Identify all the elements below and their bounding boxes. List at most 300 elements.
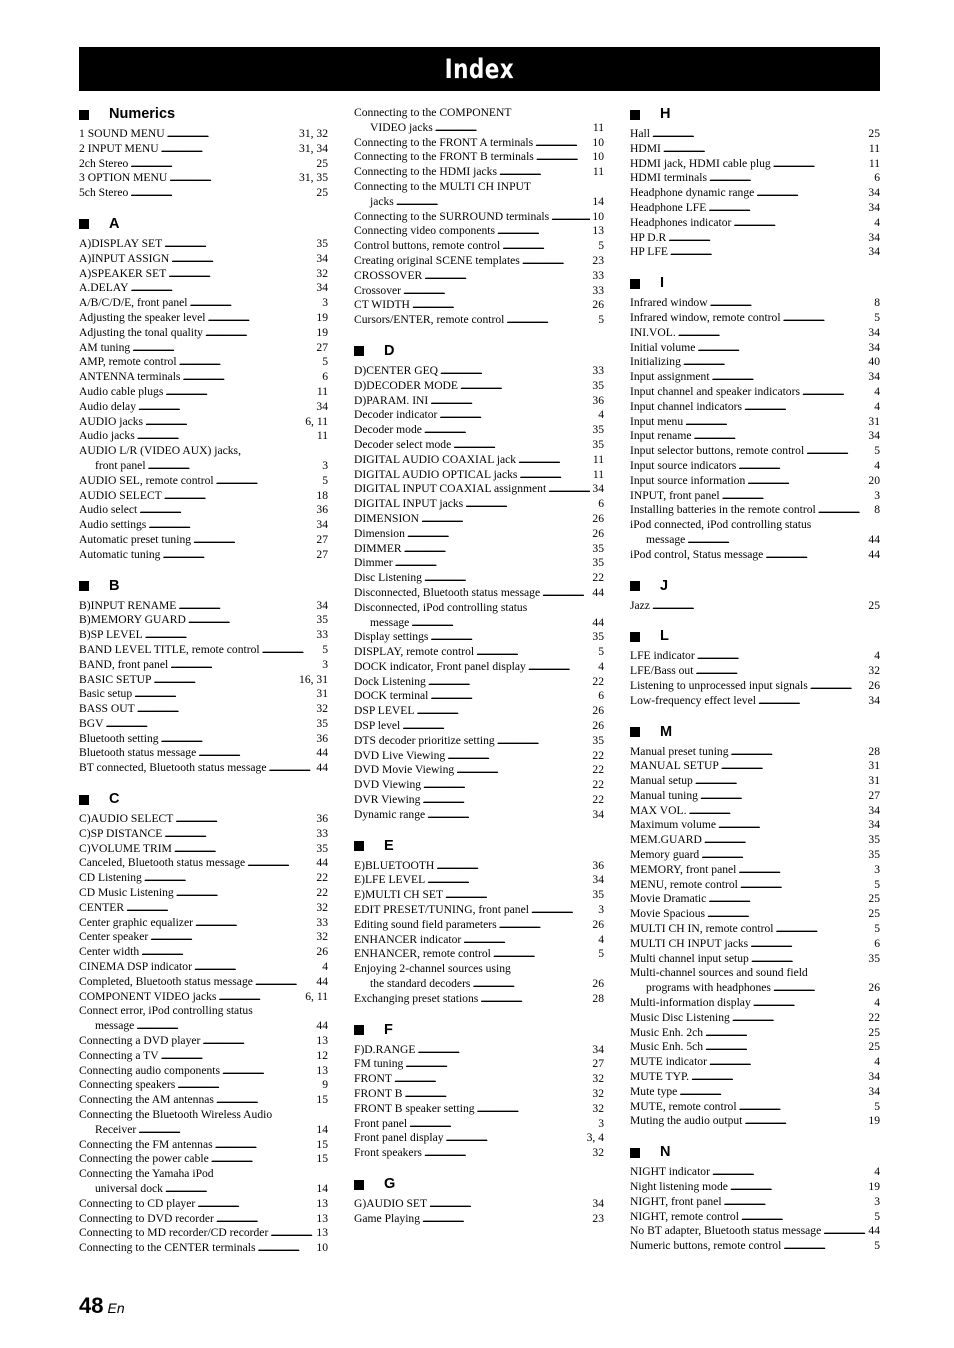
entry-term: Center graphic equalizer <box>79 915 193 929</box>
entry-term: Display settings <box>354 630 429 644</box>
dot-leader <box>171 252 314 267</box>
entry-term: Jazz <box>630 598 650 612</box>
index-entry <box>630 599 880 614</box>
entry-term: Manual preset tuning <box>630 744 729 758</box>
dot-leader <box>257 1241 314 1256</box>
entry-page-ref: 22 <box>592 763 604 777</box>
entry-term: DTS decoder prioritize setting <box>354 733 495 747</box>
entry-term: NIGHT, front panel <box>630 1194 722 1208</box>
index-entry <box>79 1123 328 1138</box>
dot-leader <box>164 237 314 252</box>
entry-page-ref: 3 <box>874 862 880 876</box>
section-heading <box>354 1176 604 1193</box>
index-entry <box>630 679 880 694</box>
index-entry <box>354 556 604 571</box>
entry-term: A.DELAY <box>79 281 129 295</box>
dot-leader <box>407 527 591 542</box>
index-entry <box>630 326 880 341</box>
index-entry <box>354 888 604 903</box>
section-heading <box>79 578 328 595</box>
index-entry <box>79 658 328 673</box>
section-heading <box>79 791 328 808</box>
index-entry <box>630 474 880 489</box>
entry-page-ref: 44 <box>316 746 328 760</box>
dot-leader <box>422 1212 590 1227</box>
entry-term: FRONT B speaker setting <box>354 1101 475 1115</box>
index-entry <box>354 1087 604 1102</box>
entry-page-ref: 27 <box>316 532 328 546</box>
dot-leader <box>195 916 314 931</box>
entry-page-ref: 32 <box>316 266 328 280</box>
entry-term: Movie Dramatic <box>630 892 707 906</box>
section-letter: D <box>384 342 395 359</box>
section-letter: H <box>660 106 671 122</box>
entry-page-ref: 3 <box>322 458 328 472</box>
dot-leader <box>740 878 872 893</box>
index-entry <box>630 444 880 459</box>
dot-leader <box>216 1212 315 1227</box>
entry-term: DIGITAL AUDIO OPTICAL jacks <box>354 467 518 481</box>
entry-term: Initial volume <box>630 340 696 354</box>
dot-leader <box>683 355 867 370</box>
entry-term: Connecting the FM antennas <box>79 1137 213 1151</box>
dot-leader <box>270 1226 314 1241</box>
entry-term: DIMENSION <box>354 511 420 525</box>
entry-term: Maximum volume <box>630 818 716 832</box>
index-entry <box>354 586 604 601</box>
entry-term: Audio select <box>79 503 138 517</box>
index-entry <box>354 482 604 497</box>
dot-leader <box>535 136 590 151</box>
dot-leader <box>418 1043 591 1058</box>
language-code: En <box>107 1300 125 1316</box>
entry-page-ref: 40 <box>868 355 880 369</box>
dot-leader <box>132 341 314 356</box>
entry-term: message <box>646 532 686 546</box>
entry-page-ref: 34 <box>592 1197 604 1210</box>
dot-leader <box>168 267 314 282</box>
index-entry <box>630 981 880 996</box>
index-entry <box>79 326 328 341</box>
index-entry <box>630 216 880 231</box>
entry-page-ref: 18 <box>316 488 328 502</box>
entry-term: Connecting audio components <box>79 1063 221 1077</box>
entry-page-ref: 11 <box>592 467 604 481</box>
entry-term: Multi channel input setup <box>630 951 749 965</box>
entry-page-ref: 28 <box>592 991 604 1005</box>
dot-leader <box>439 408 596 423</box>
entry-page-ref: 4 <box>598 932 604 946</box>
entry-page-ref: 35 <box>868 848 880 862</box>
entry-page-ref: 32 <box>592 1101 604 1115</box>
entry-page-ref: 5 <box>598 313 604 327</box>
dot-leader <box>165 1182 314 1197</box>
entry-page-ref: 25 <box>868 1025 880 1039</box>
entry-page-ref: 44 <box>868 532 880 546</box>
entry-term: 2 INPUT MENU <box>79 141 159 155</box>
entry-page-ref: 13 <box>316 1196 328 1210</box>
index-entry <box>79 990 328 1005</box>
entry-term: Canceled, Bluetooth status message <box>79 856 246 870</box>
entry-term: HDMI terminals <box>630 171 707 185</box>
index-entry <box>630 518 880 533</box>
index-entry <box>630 1165 880 1180</box>
dot-leader <box>138 400 314 415</box>
entry-page-ref: 15 <box>316 1093 328 1107</box>
entry-term: Connecting a DVD player <box>79 1034 201 1048</box>
index-entry <box>354 1131 604 1146</box>
dot-leader <box>193 533 314 548</box>
dot-leader <box>463 933 596 948</box>
entry-page-ref: 44 <box>868 547 880 561</box>
entry-page-ref: 5 <box>874 1209 880 1223</box>
entry-page-ref: 33 <box>592 363 604 377</box>
entry-term: DSP LEVEL <box>354 704 415 718</box>
entry-page-ref: 35 <box>592 888 604 902</box>
index-entry <box>79 930 328 945</box>
entry-term: Connecting to the FRONT A terminals <box>354 135 534 149</box>
entry-page-ref: 14 <box>316 1182 328 1195</box>
index-entry <box>79 1108 328 1123</box>
index-entry <box>354 438 604 453</box>
index-entry <box>354 977 604 992</box>
dot-leader <box>430 394 590 409</box>
entry-term: C)VOLUME TRIM <box>79 841 172 855</box>
index-entry <box>630 1114 880 1129</box>
dot-leader <box>215 1138 315 1153</box>
index-entry <box>630 1085 880 1100</box>
section-letter: N <box>660 1144 671 1161</box>
entry-term: HP LFE <box>630 245 668 259</box>
dot-leader <box>700 789 866 804</box>
entry-term: Multi-information display <box>630 996 751 1010</box>
dot-leader <box>465 497 596 512</box>
dot-leader <box>216 474 321 489</box>
entry-term: Multi-channel sources and sound field <box>630 966 808 980</box>
entry-term: COMPONENT VIDEO jacks <box>79 989 217 1003</box>
dot-leader <box>150 930 314 945</box>
entry-term: Audio settings <box>79 518 147 532</box>
index-entry <box>354 313 604 328</box>
entry-term: BASIC SETUP <box>79 672 152 686</box>
entry-term: Dimension <box>354 526 405 540</box>
entry-term: Audio delay <box>79 399 136 413</box>
index-entry <box>79 415 328 430</box>
index-entry <box>630 459 880 474</box>
dot-leader <box>721 759 867 774</box>
entry-page-ref: 44 <box>592 585 604 599</box>
entry-term: Dock Listening <box>354 674 426 688</box>
entry-term: Connect error, iPod controlling status <box>79 1004 253 1018</box>
entry-page-ref: 22 <box>592 571 604 585</box>
entry-page-ref: 34 <box>316 598 328 612</box>
entry-term: DIGITAL INPUT COAXIAL assignment <box>354 482 547 496</box>
index-entry <box>354 423 604 438</box>
dot-leader <box>668 231 866 246</box>
section-heading <box>79 106 328 123</box>
entry-term: Mute type <box>630 1084 678 1098</box>
index-entry <box>354 106 604 121</box>
entry-term: A)SPEAKER SET <box>79 266 167 280</box>
index-entry <box>79 429 328 444</box>
index-entry <box>79 687 328 702</box>
entry-term: Music Disc Listening <box>630 1010 730 1024</box>
index-entry <box>630 1011 880 1026</box>
dot-leader <box>164 489 315 504</box>
index-entry <box>79 548 328 563</box>
section-letter: A <box>109 215 120 232</box>
entry-term: 1 SOUND MENU <box>79 127 165 140</box>
dot-leader <box>810 679 867 694</box>
entry-page-ref: 20 <box>868 473 880 487</box>
dot-leader <box>502 239 596 254</box>
index-entry <box>79 1093 328 1108</box>
index-entry <box>354 1102 604 1117</box>
square-bullet-icon <box>630 727 640 737</box>
dot-leader <box>405 1057 590 1072</box>
entry-page-ref: 34 <box>316 281 328 295</box>
entry-page-ref: 27 <box>592 1057 604 1071</box>
entry-page-ref: 11 <box>592 165 604 179</box>
entry-page-ref: 4 <box>874 458 880 472</box>
dot-leader <box>194 960 320 975</box>
entry-page-ref: 35 <box>316 716 328 730</box>
index-entry <box>630 848 880 863</box>
dot-leader <box>396 195 591 210</box>
dot-leader <box>148 518 314 533</box>
entry-page-ref: 22 <box>592 748 604 762</box>
entry-term: MULTI CH INPUT jacks <box>630 936 749 950</box>
entry-term: DOCK terminal <box>354 689 429 703</box>
index-entry <box>354 933 604 948</box>
entry-term: MUTE indicator <box>630 1055 707 1069</box>
dot-leader <box>738 863 872 878</box>
dot-leader <box>542 586 590 601</box>
index-entry <box>79 127 328 142</box>
entry-term: Low-frequency effect level <box>630 693 756 707</box>
dot-leader <box>773 157 867 172</box>
dot-leader <box>446 1131 585 1146</box>
entry-page-ref: 44 <box>316 1019 328 1033</box>
entry-term: universal dock <box>95 1182 163 1195</box>
entry-page-ref: 6 <box>874 171 880 185</box>
index-entry <box>354 121 604 136</box>
entry-page-ref: 35 <box>592 733 604 747</box>
entry-page-ref: 5 <box>322 642 328 656</box>
dot-leader <box>167 127 297 142</box>
dot-leader <box>190 296 321 311</box>
index-entry <box>79 474 328 489</box>
dot-leader <box>445 888 590 903</box>
entry-term: Center width <box>79 945 140 959</box>
entry-page-ref: 32 <box>592 1087 604 1101</box>
index-entry <box>354 859 604 874</box>
index-entry <box>354 527 604 542</box>
section-heading <box>630 724 880 741</box>
dot-leader <box>705 1026 866 1041</box>
dot-leader <box>429 1197 590 1212</box>
index-entry <box>354 180 604 195</box>
dot-leader <box>693 429 866 444</box>
entry-term: Input assignment <box>630 370 710 384</box>
entry-page-ref: 23 <box>592 1211 604 1225</box>
entry-term: B)INPUT RENAME <box>79 598 177 612</box>
square-bullet-icon <box>630 632 640 642</box>
entry-term: D)PARAM. INI <box>354 393 429 407</box>
entry-page-ref: 6 <box>874 936 880 950</box>
entry-term: E)MULTI CH SET <box>354 888 444 902</box>
entry-page-ref: 25 <box>868 127 880 140</box>
index-entry <box>79 296 328 311</box>
entry-term: Control buttons, remote control <box>354 239 501 253</box>
entry-term: Connecting the Yamaha iPod <box>79 1167 214 1181</box>
entry-term: Listening to unprocessed input signals <box>630 678 808 692</box>
dot-leader <box>750 937 872 952</box>
entry-page-ref: 34 <box>868 230 880 244</box>
entry-term: Crossover <box>354 283 402 297</box>
entry-page-ref: 6 <box>598 497 604 511</box>
entry-term: Connecting to MD recorder/CD recorder <box>79 1226 269 1240</box>
entry-term: AUDIO SEL, remote control <box>79 473 214 487</box>
section-letter: G <box>384 1176 396 1192</box>
entry-term: AM tuning <box>79 340 131 354</box>
dot-leader <box>460 379 590 394</box>
index-entry <box>630 489 880 504</box>
entry-page-ref: 31 <box>316 687 328 701</box>
entry-page-ref: 34 <box>868 325 880 339</box>
index-entry <box>630 863 880 878</box>
dot-leader <box>139 503 314 518</box>
index-entry <box>630 311 880 326</box>
dot-leader <box>216 1093 314 1108</box>
dot-leader <box>218 990 303 1005</box>
index-entry <box>354 165 604 180</box>
entry-page-ref: 3 <box>598 903 604 917</box>
entry-page-ref: 35 <box>868 951 880 965</box>
index-entry <box>630 1040 880 1055</box>
index-entry <box>354 254 604 269</box>
entry-page-ref: 25 <box>868 598 880 612</box>
entry-page-ref: 35 <box>592 437 604 451</box>
index-entry <box>354 269 604 284</box>
entry-term: Numeric buttons, remote control <box>630 1239 782 1253</box>
index-entry <box>354 704 604 719</box>
entry-term: Front speakers <box>354 1146 422 1160</box>
entry-page-ref: 44 <box>316 856 328 870</box>
entry-page-ref: 26 <box>592 526 604 540</box>
entry-page-ref: 35 <box>868 833 880 847</box>
entry-term: Disconnected, Bluetooth status message <box>354 585 541 599</box>
entry-page-ref: 31, 34 <box>299 141 328 155</box>
square-bullet-icon <box>79 110 89 120</box>
entry-term: HDMI <box>630 141 661 155</box>
index-entry <box>79 444 328 459</box>
entry-term: C)SP DISTANCE <box>79 826 163 840</box>
entry-page-ref: 13 <box>316 1226 328 1240</box>
entry-term: programs with headphones <box>646 981 771 995</box>
entry-page-ref: 31, 35 <box>299 171 328 185</box>
entry-term: BT connected, Bluetooth status message <box>79 761 267 775</box>
index-entry <box>630 157 880 172</box>
index-entry <box>79 1182 328 1197</box>
index-entry <box>79 281 328 296</box>
entry-page-ref: 3, 4 <box>586 1131 604 1145</box>
entry-term: E)BLUETOOTH <box>354 858 435 872</box>
entry-term: ENHANCER indicator <box>354 932 462 946</box>
entry-page-ref: 34 <box>868 693 880 707</box>
entry-page-ref: 27 <box>316 547 328 561</box>
entry-term: Connecting the AM antennas <box>79 1093 214 1107</box>
entry-term: the standard decoders <box>370 977 471 991</box>
entry-term: DVD Live Viewing <box>354 748 446 762</box>
entry-page-ref: 27 <box>868 788 880 802</box>
entry-page-ref: 22 <box>592 793 604 807</box>
index-column-3 <box>630 106 880 1254</box>
index-entry <box>630 1195 880 1210</box>
entry-term: Connecting the Bluetooth Wireless Audio <box>79 1108 273 1122</box>
dot-leader <box>416 704 590 719</box>
entry-term: Connecting to the MULTI CH INPUT <box>354 179 532 193</box>
entry-page-ref: 3 <box>874 1194 880 1208</box>
dot-leader <box>427 808 590 823</box>
entry-page-ref: 36 <box>592 393 604 407</box>
entry-term: Initializing <box>630 355 681 369</box>
entry-page-ref: 32 <box>316 900 328 914</box>
entry-page-ref: 26 <box>592 704 604 718</box>
entry-term: Creating original SCENE templates <box>354 253 520 267</box>
entry-term: Headphone dynamic range <box>630 186 755 200</box>
entry-term: CINEMA DSP indicator <box>79 960 192 974</box>
entry-page-ref: 11 <box>592 452 604 466</box>
section-letter: B <box>109 577 120 594</box>
entry-term: DIGITAL INPUT jacks <box>354 497 464 511</box>
entry-page-ref: 35 <box>316 841 328 855</box>
dot-leader <box>255 975 315 990</box>
entry-term: MULTI CH IN, remote control <box>630 922 774 936</box>
index-entry <box>630 186 880 201</box>
entry-term: BASS OUT <box>79 702 135 716</box>
entry-term: E)LFE LEVEL <box>354 873 426 887</box>
entry-page-ref: 33 <box>316 826 328 840</box>
entry-page-ref: 34 <box>868 340 880 354</box>
dot-leader <box>162 548 314 563</box>
dot-leader <box>175 812 314 827</box>
entry-page-ref: 4 <box>598 408 604 422</box>
index-entry <box>79 489 328 504</box>
index-entry <box>354 763 604 778</box>
index-entry <box>630 804 880 819</box>
dot-leader <box>691 1070 866 1085</box>
entry-term: AUDIO L/R (VIDEO AUX) jacks, <box>79 444 241 458</box>
entry-term: HDMI jack, HDMI cable plug <box>630 156 771 170</box>
entry-page-ref: 35 <box>592 630 604 644</box>
entry-term: CD Listening <box>79 871 142 885</box>
entry-term: LFE indicator <box>630 649 695 663</box>
entry-term: ANTENNA terminals <box>79 370 181 384</box>
entry-term: A)DISPLAY SET <box>79 236 163 250</box>
entry-term: CT WIDTH <box>354 298 410 312</box>
dot-leader <box>730 1180 867 1195</box>
entry-term: DISPLAY, remote control <box>354 645 475 659</box>
entry-term: MEMORY, front panel <box>630 862 737 876</box>
entry-term: Connecting the power cable <box>79 1152 209 1166</box>
entry-term: NIGHT, remote control <box>630 1209 739 1223</box>
entry-page-ref: 28 <box>868 744 880 758</box>
dot-leader <box>447 749 590 764</box>
entry-term: FRONT <box>354 1072 393 1086</box>
entry-term: DVD Viewing <box>354 778 422 792</box>
dot-leader <box>197 1197 314 1212</box>
